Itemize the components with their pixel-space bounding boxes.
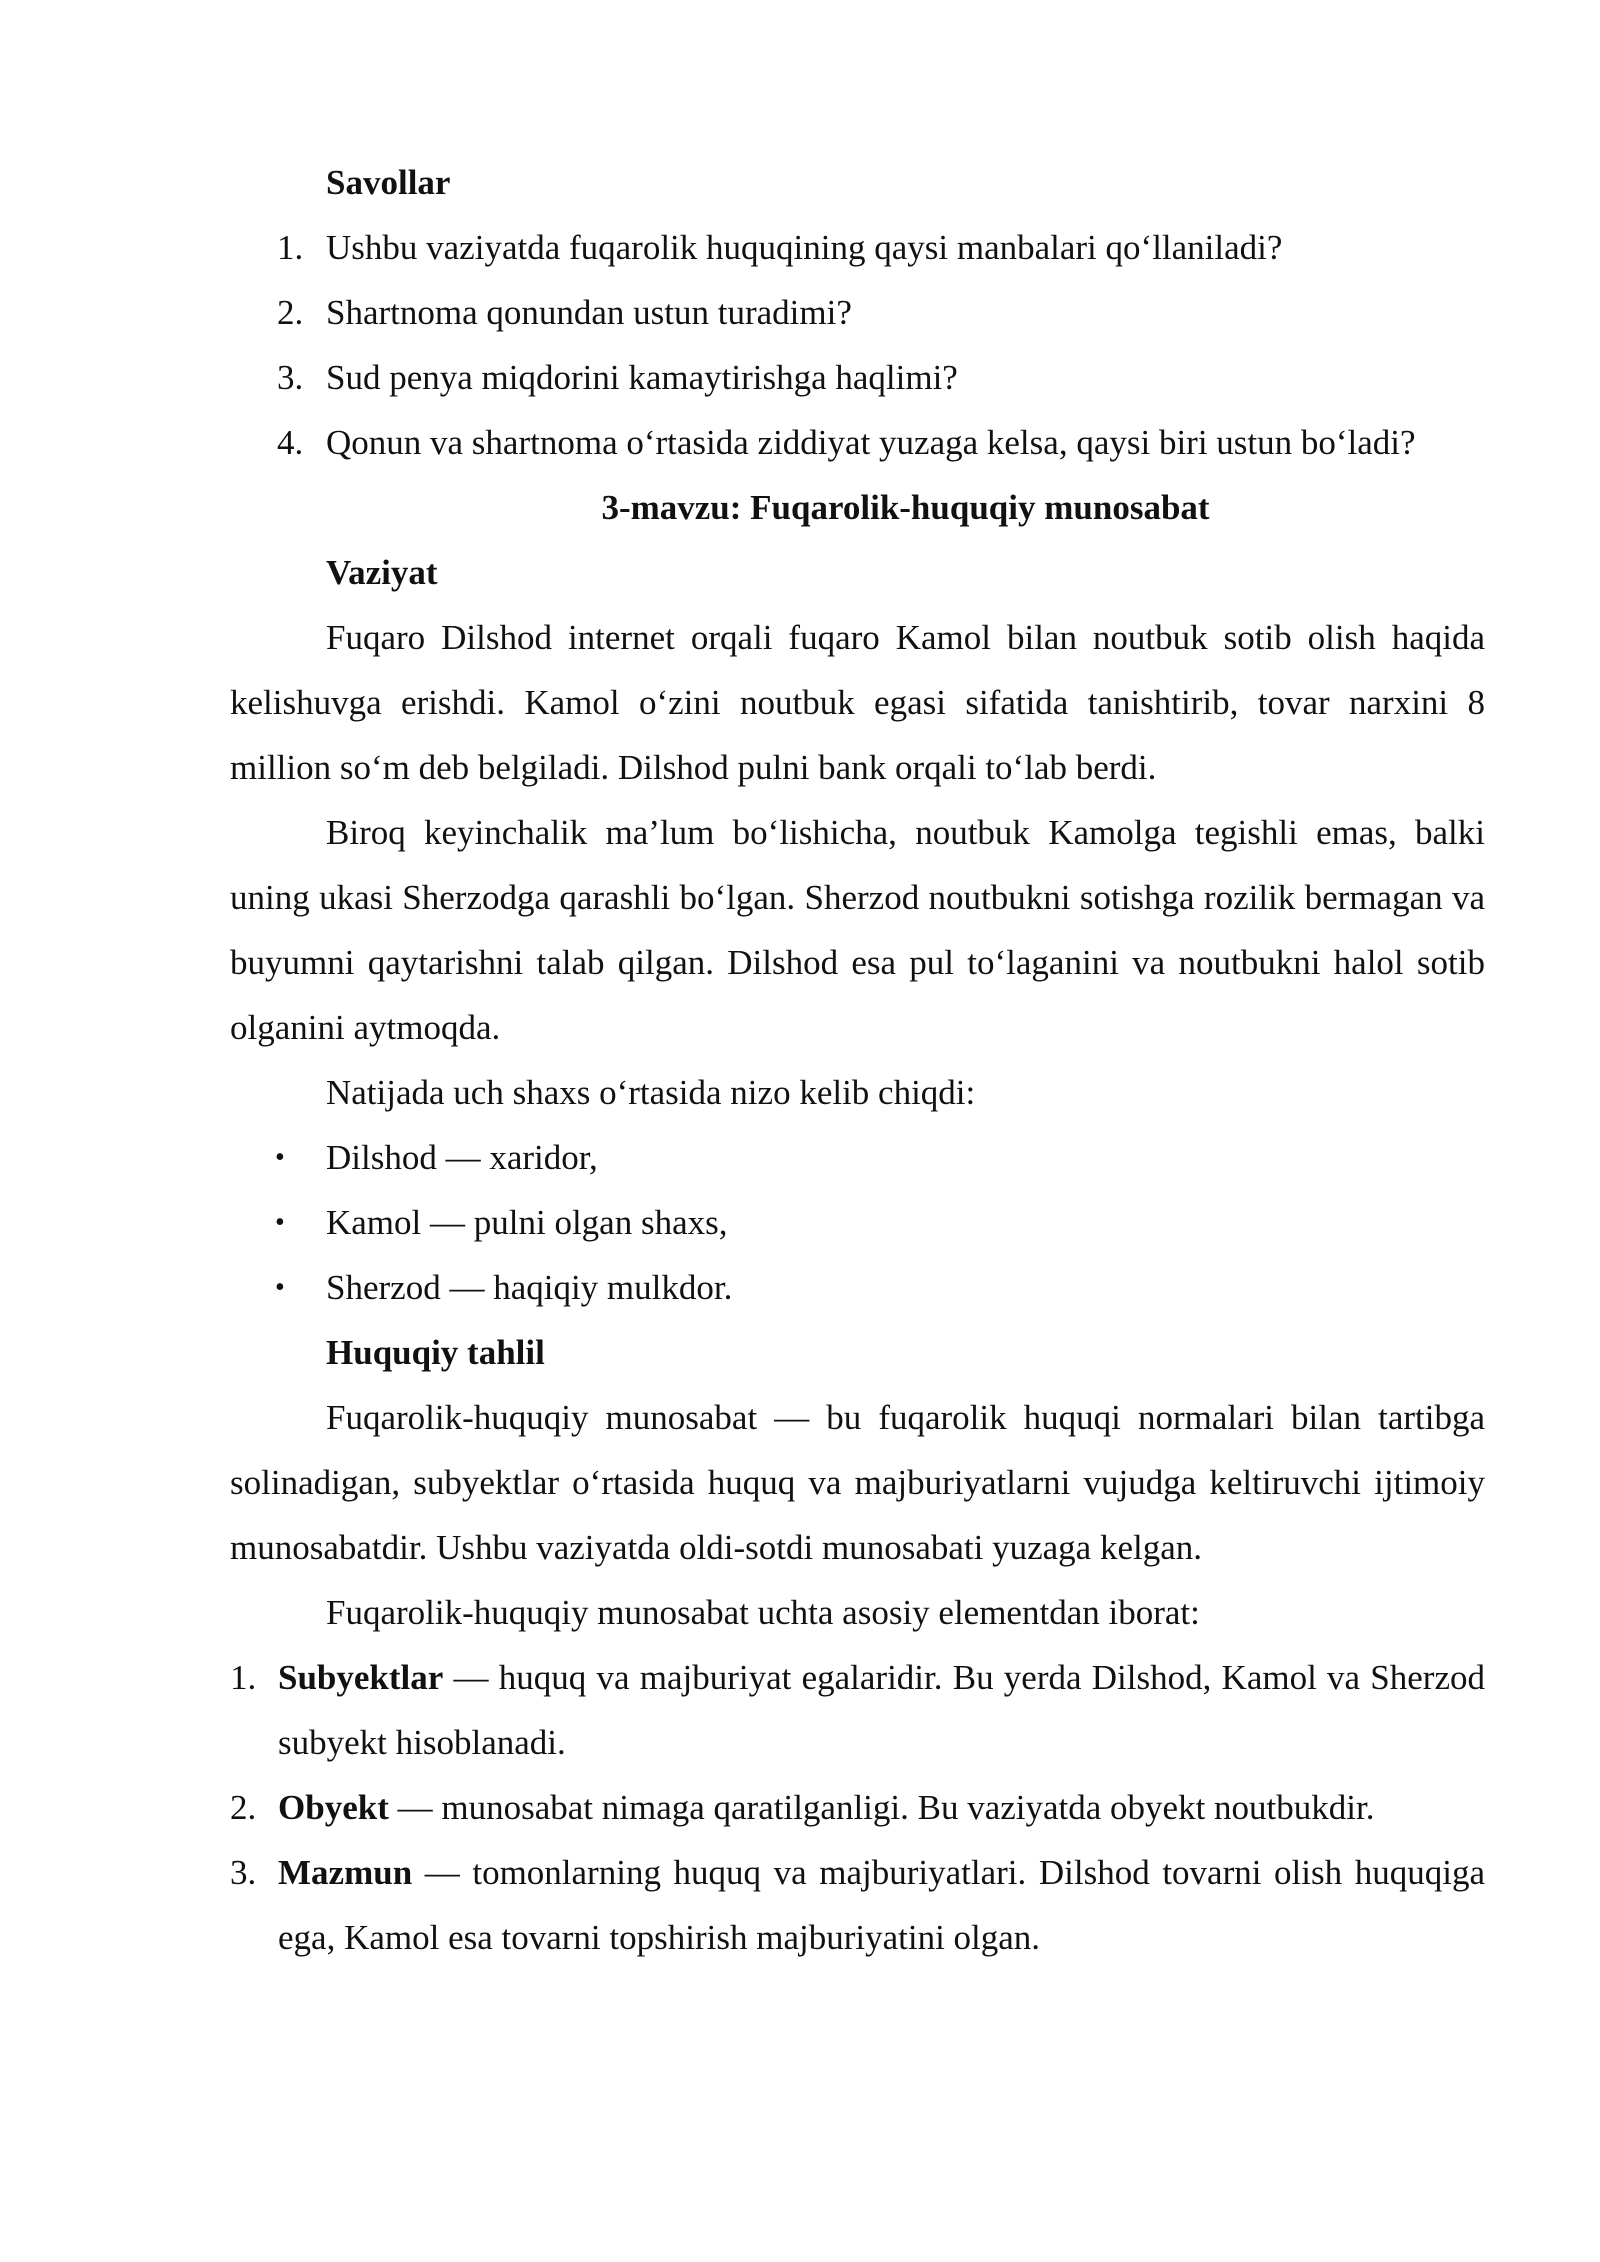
element-term: Mazmun bbox=[278, 1853, 413, 1892]
question-item bbox=[230, 280, 1485, 345]
situation-heading-wrap bbox=[230, 540, 1485, 605]
element-item bbox=[230, 1775, 1485, 1840]
element-number: 1. bbox=[230, 1658, 257, 1697]
question-item bbox=[230, 345, 1485, 410]
analysis-paragraph: Fuqarolik-huquqiy munosabat — bu fuqarolik huquqi normalari bilan tartibga solinadigan, subyektlar o‘rtasida huquq va majburiyatlarni vujudga keltiruvchi ijtimoiy munosabatdir. Ushbu vaziyatda oldi-sotdi munosabati yuzaga kelgan. bbox=[230, 1398, 1485, 1567]
question-text: Shartnoma qonundan ustun turadimi? bbox=[326, 293, 852, 332]
situation-paragraph: Biroq keyinchalik ma’lum bo‘lishicha, noutbuk Kamolga tegishli emas, balki uning ukasi Sherzodga qarashli bo‘lgan. Sherzod noutbukni sotishga rozilik bermagan va buyumni qaytarishni talab qilgan. Dilshod esa pul to‘laganini va noutbukni halol sotib olganini aytmoqda. bbox=[230, 813, 1485, 1047]
element-number: 2. bbox=[230, 1788, 257, 1827]
bullet-icon: • bbox=[275, 1142, 285, 1173]
party-text: Dilshod — xaridor, bbox=[326, 1138, 598, 1177]
element-number: 3. bbox=[230, 1853, 257, 1892]
element-text: — munosabat nimaga qaratilganligi. Bu vaziyatda obyekt noutbukdir. bbox=[388, 1788, 1375, 1827]
element-text: — tomonlarning huquq va majburiyatlari. Dilshod tovarni olish huquqiga ega, Kamol esa tovarni topshirish majburiyatini olgan. bbox=[278, 1853, 1485, 1957]
question-item bbox=[230, 410, 1485, 475]
question-number: 1. bbox=[277, 228, 304, 267]
analysis-heading-wrap bbox=[230, 1320, 1485, 1385]
question-text: Qonun va shartnoma o‘rtasida ziddiyat yuzaga kelsa, qaysi biri ustun bo‘ladi? bbox=[326, 423, 1416, 462]
element-item bbox=[230, 1840, 1485, 1970]
question-text: Ushbu vaziyatda fuqarolik huquqining qaysi manbalari qo‘llaniladi? bbox=[326, 228, 1283, 267]
question-number: 2. bbox=[277, 293, 304, 332]
question-text: Sud penya miqdorini kamaytirishga haqlimi? bbox=[326, 358, 958, 397]
party-item bbox=[230, 1190, 1485, 1255]
party-item bbox=[230, 1255, 1485, 1320]
party-item bbox=[230, 1125, 1485, 1190]
questions-section bbox=[230, 150, 1485, 215]
party-text: Sherzod — haqiqiy mulkdor. bbox=[326, 1268, 733, 1307]
element-term: Subyektlar bbox=[278, 1658, 444, 1697]
questions-list bbox=[230, 215, 1485, 475]
elements-list bbox=[230, 1645, 1485, 1970]
element-item bbox=[230, 1645, 1485, 1775]
element-text: — huquq va majburiyat egalaridir. Bu yerda Dilshod, Kamol va Sherzod subyekt hisoblanadi. bbox=[278, 1658, 1485, 1762]
situation-heading: Vaziyat bbox=[326, 553, 438, 592]
bullet-icon: • bbox=[275, 1272, 285, 1303]
question-item bbox=[230, 215, 1485, 280]
question-number: 3. bbox=[277, 358, 304, 397]
question-number: 4. bbox=[277, 423, 304, 462]
questions-heading: Savollar bbox=[326, 163, 451, 202]
element-term: Obyekt bbox=[278, 1788, 389, 1827]
document-page bbox=[230, 150, 1485, 1970]
analysis-paragraph: Fuqarolik-huquqiy munosabat uchta asosiy elementdan iborat: bbox=[326, 1593, 1200, 1632]
situation-paragraph: Natijada uch shaxs o‘rtasida nizo kelib chiqdi: bbox=[326, 1073, 976, 1112]
bullet-icon: • bbox=[275, 1207, 285, 1238]
parties-list bbox=[230, 1125, 1485, 1320]
topic-title: 3-mavzu: Fuqarolik-huquqiy munosabat bbox=[601, 488, 1210, 527]
party-text: Kamol — pulni olgan shaxs, bbox=[326, 1203, 728, 1242]
situation-paragraph: Fuqaro Dilshod internet orqali fuqaro Kamol bilan noutbuk sotib olish haqida kelishuvga erishdi. Kamol o‘zini noutbuk egasi sifatida tanishtirib, tovar narxini 8 million so‘m deb belgiladi. Dilshod pulni bank orqali to‘lab berdi. bbox=[230, 618, 1485, 787]
analysis-heading: Huquqiy tahlil bbox=[326, 1333, 545, 1372]
